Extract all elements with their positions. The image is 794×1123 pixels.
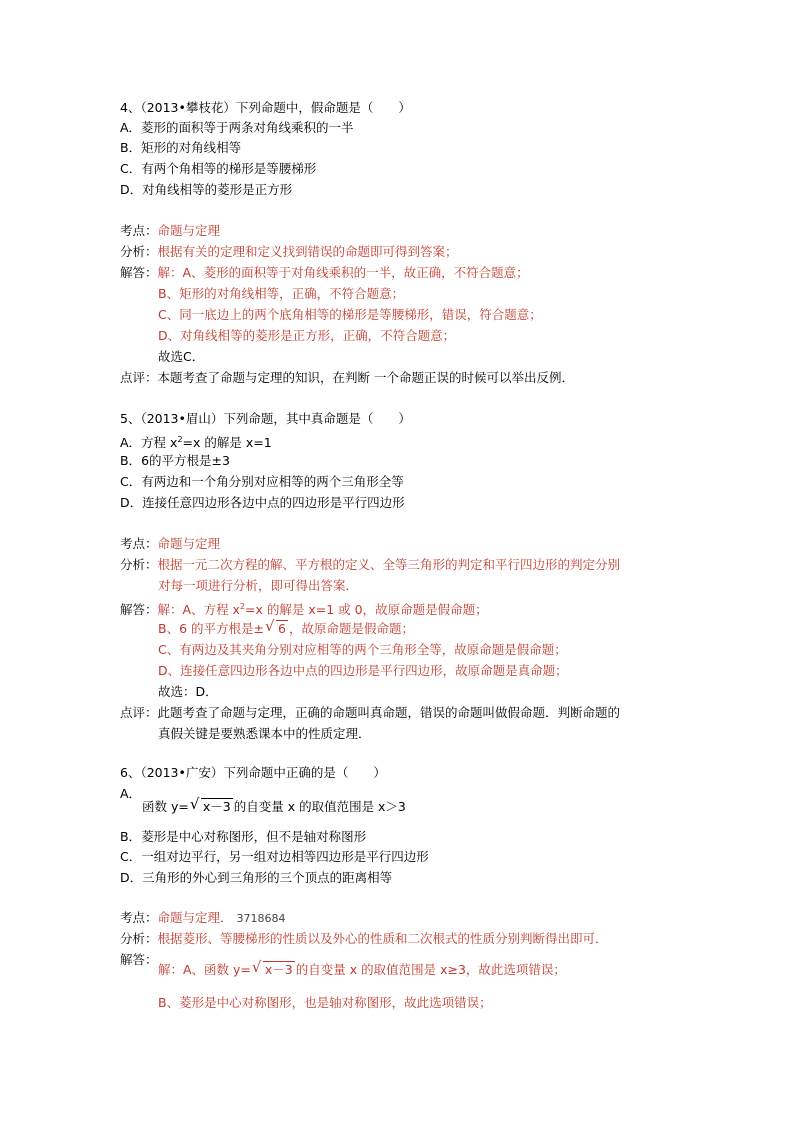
dianping-text: 此题考查了命题与定理，正确的命题叫真命题，错误的命题叫做假命题．判断命题的 [157,705,621,720]
fenxi-text-cont: 对每一项进行分析，即可得出答案． [158,578,359,593]
q5-option-a: A．方程 $x^2=x$ 的解是 x=1 [120,435,272,451]
q6-option-c: C．一组对边平行，另一组对边相等四边形是平行四边形 [120,849,429,864]
q6-stem: 6、（2013•广安）下列命题中正确的是（ ） [120,765,386,780]
q6-jieda-label: 解答： [120,952,158,967]
q4-kaodian [120,223,220,239]
q4-option-c: C．有两个角相等的梯形是等腰梯形 [120,161,317,176]
q5-kaodian [120,536,220,552]
dianping-label: 点评： [120,705,158,720]
fenxi-text: 根据有关的定理和定义找到错误的命题即可得到答案； [157,244,458,259]
q5-option-b: B．6的平方根是±3 [120,453,230,468]
sqrt-symbol: √ x－3 [189,795,231,814]
jieda-line: B、6 的平方根是± √ 6 ，故原命题是假命题； [158,617,414,636]
kaodian-label: 考点： [120,536,158,551]
jieda-line: B、菱形是中心对称图形，也是轴对称图形，故此选项错误； [158,995,492,1010]
q5-stem: 5、（2013•眉山）下列命题，其中真命题是（ ） [120,411,411,426]
kaodian-text: 命题与定理 [157,223,221,238]
q6-option-a-letter: A． [120,786,142,801]
question-id: 3718684 [236,912,286,925]
q4-jieda [120,265,529,281]
fenxi-text: 根据一元二次方程的解、平方根的定义、全等三角形的判定和平行四边形的判定分别 [157,557,621,572]
q4-option-b: B．矩形的对角线相等 [120,140,242,155]
q6-fenxi [120,931,608,947]
q4-stem: 4、（2013•攀枝花）下列命题中，假命题是（ ） [120,100,411,115]
q6-option-d: D．三角形的外心到三角形的三个顶点的距离相等 [120,870,393,885]
kaodian-text: 命题与定理． [157,910,233,925]
q5-fenxi [120,557,620,573]
kaodian-label: 考点： [120,223,158,238]
q5-option-d: D．连接任意四边形各边中点的四边形是平行四边形 [120,495,405,510]
fenxi-label: 分析： [120,931,158,946]
dianping-text: 本题考查了命题与定理的知识，在判断 一个命题正误的时候可以举出反例． [157,370,574,385]
jieda-line: C、有两边及其夹角分别对应相等的两个三角形全等，故原命题是假命题； [158,642,567,657]
jieda-line: D、连接任意四边形各边中点的四边形是平行四边形，故原命题是真命题； [158,663,568,678]
jieda-line: B、矩形的对角线相等，正确，不符合题意； [158,286,405,301]
sqrt-symbol: √ x－3 [251,958,293,977]
dianping-text-cont: 真假关键是要熟悉课本中的性质定理． [158,726,371,741]
q6-option-a: 函数 y= √ x－3 的自变量 x 的取值范围是 x＞3 [142,795,406,814]
q5-dianping [120,705,620,721]
q5-jieda [120,599,488,618]
q5-option-c: C．有两边和一个角分别对应相等的两个三角形全等 [120,474,404,489]
fenxi-label: 分析： [120,244,158,259]
jieda-line: C、同一底边上的两个底角相等的梯形是等腰梯形，错误，符合题意； [158,307,542,322]
q4-option-d: D．对角线相等的菱形是正方形 [120,182,293,197]
jieda-line: 解：A、方程 $x^2=x$ 的解是 x=1 或 0，故原命题是假命题； [157,602,488,618]
q4-fenxi [120,244,458,260]
kaodian-text: 命题与定理 [157,536,221,551]
q4-option-a: A．菱形的面积等于两条对角线乘积的一半 [120,120,354,135]
jieda-label: 解答： [120,265,158,280]
q6-option-b: B．菱形是中心对称图形，但不是轴对称图形 [120,829,367,844]
q4-dianping [120,370,574,386]
jieda-label: 解答： [120,602,158,618]
jieda-line: 解：A、菱形的面积等于对角线乘积的一半，故正确，不符合题意； [157,265,529,280]
fenxi-label: 分析： [120,557,158,572]
sqrt-symbol: √ 6 [264,617,286,636]
dianping-label: 点评： [120,370,158,385]
jieda-line: 解：A、函数 y= √ x－3 的自变量 x 的取值范围是 x≥3，故此选项错误； [158,958,566,977]
jieda-line: D、对角线相等的菱形是正方形，正确，不符合题意； [158,328,456,343]
kaodian-label: 考点： [120,910,158,925]
q6-kaodian [120,910,286,927]
jieda-line: 故选C． [158,349,205,364]
fenxi-text: 根据菱形、等腰梯形的性质以及外心的性质和二次根式的性质分别判断得出即可． [157,931,608,946]
jieda-line: 故选：D． [158,684,218,699]
